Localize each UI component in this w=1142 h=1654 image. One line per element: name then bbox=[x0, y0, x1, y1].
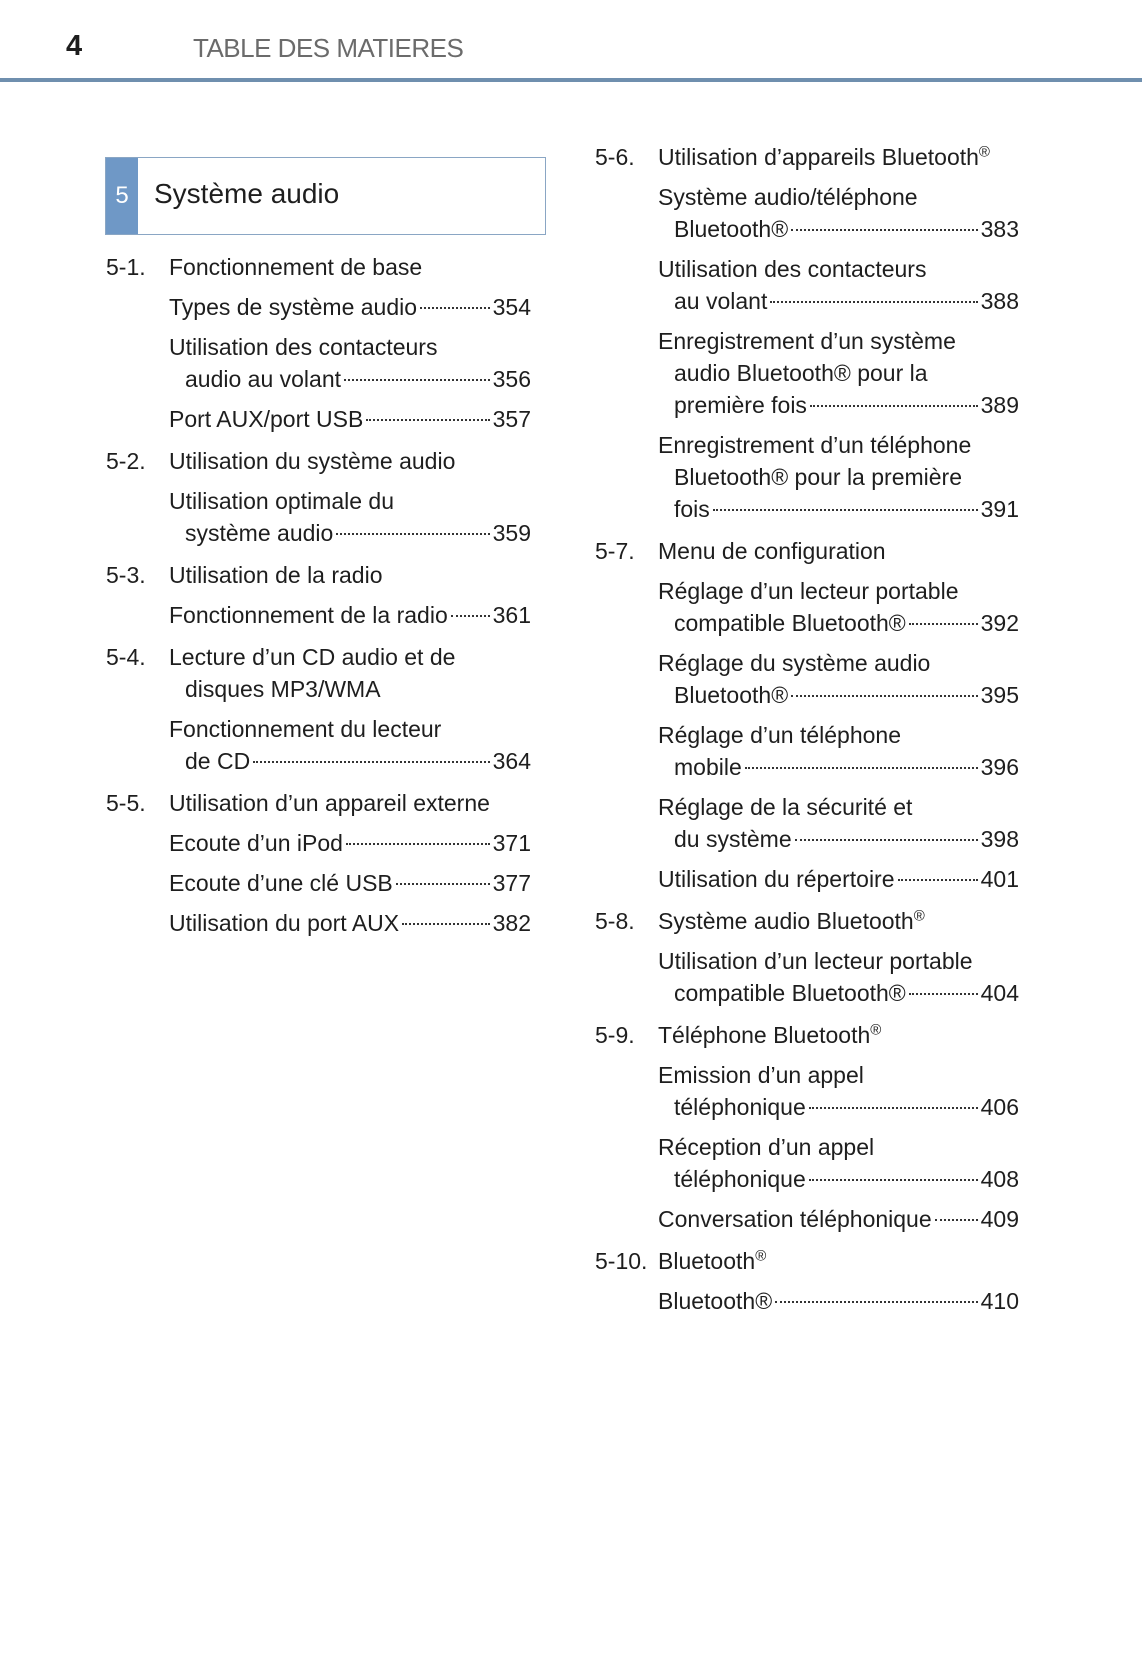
section-title bbox=[658, 1019, 1019, 1051]
section-title-line: Utilisation d’appareils Bluetooth® bbox=[658, 143, 990, 170]
toc-entry[interactable] bbox=[658, 429, 1019, 525]
dot-leader bbox=[935, 1219, 978, 1221]
section-heading[interactable] bbox=[106, 445, 531, 477]
entry-text: compatible Bluetooth® bbox=[674, 610, 906, 636]
right-column bbox=[595, 141, 1019, 1317]
entry-text: au volant bbox=[674, 288, 768, 314]
entry-line bbox=[169, 291, 531, 323]
toc-entry[interactable] bbox=[658, 1131, 1019, 1195]
entry-line bbox=[658, 181, 1019, 213]
entry-text: Réglage d’un téléphone bbox=[658, 722, 901, 748]
entry-text: Réglage de la sécurité et bbox=[658, 794, 913, 820]
entry-line bbox=[658, 647, 1019, 679]
entry-line bbox=[169, 867, 531, 899]
section-title bbox=[658, 905, 1019, 937]
section-title-line: Lecture d’un CD audio et de bbox=[169, 644, 456, 670]
section-heading[interactable] bbox=[595, 1019, 1019, 1051]
entry-text: téléphonique bbox=[674, 1094, 806, 1120]
entry-text: Fonctionnement de la radio bbox=[169, 602, 448, 628]
entry-text: Conversation téléphonique bbox=[658, 1206, 932, 1232]
page-ref[interactable]: 359 bbox=[492, 520, 531, 546]
page-ref[interactable]: 404 bbox=[980, 980, 1019, 1006]
entry-line bbox=[658, 1203, 1019, 1235]
page-ref[interactable]: 391 bbox=[980, 496, 1019, 522]
entry-text: Réglage du système audio bbox=[658, 650, 931, 676]
entry-text: Utilisation d’un lecteur portable bbox=[658, 948, 973, 974]
page-ref[interactable]: 377 bbox=[492, 870, 531, 896]
toc-entry[interactable] bbox=[169, 713, 531, 777]
entry-line bbox=[658, 751, 1019, 783]
section-title bbox=[169, 559, 531, 591]
section-number: 5-5. bbox=[106, 790, 146, 816]
entry-line bbox=[658, 1131, 1019, 1163]
chapter-box bbox=[105, 157, 546, 235]
dot-leader bbox=[420, 307, 490, 309]
section-number: 5-7. bbox=[595, 538, 635, 564]
section-heading[interactable] bbox=[106, 641, 531, 705]
entry-text: Réception d’un appel bbox=[658, 1134, 875, 1160]
dot-leader bbox=[791, 229, 977, 231]
toc-entry[interactable] bbox=[169, 599, 531, 631]
toc-entry[interactable] bbox=[169, 331, 531, 395]
entry-line bbox=[658, 1163, 1019, 1195]
entry-line bbox=[169, 517, 531, 549]
entry-line bbox=[658, 1059, 1019, 1091]
entry-text: audio Bluetooth® pour la bbox=[674, 360, 928, 386]
entry-text: Utilisation des contacteurs bbox=[658, 256, 927, 282]
toc-entry[interactable] bbox=[169, 403, 531, 435]
entry-line bbox=[658, 429, 1019, 461]
page-ref[interactable]: 354 bbox=[492, 294, 531, 320]
entry-text: Types de système audio bbox=[169, 294, 418, 320]
page-header-title: TABLE DES MATIERES bbox=[193, 33, 464, 63]
page-ref[interactable]: 364 bbox=[492, 748, 531, 774]
entry-text: première fois bbox=[674, 392, 807, 418]
section-heading[interactable] bbox=[595, 535, 1019, 567]
section-title bbox=[658, 535, 1019, 567]
dot-leader bbox=[898, 879, 978, 881]
page-ref[interactable]: 392 bbox=[980, 610, 1019, 636]
entry-text: Enregistrement d’un système bbox=[658, 328, 956, 354]
page-ref[interactable]: 388 bbox=[980, 288, 1019, 314]
entry-line bbox=[658, 253, 1019, 285]
entry-line bbox=[658, 285, 1019, 317]
entry-line bbox=[169, 907, 531, 939]
entry-text: compatible Bluetooth® bbox=[674, 980, 906, 1006]
toc-entry[interactable] bbox=[658, 575, 1019, 639]
entry-text: Ecoute d’une clé USB bbox=[169, 870, 393, 896]
section-title bbox=[658, 1245, 1019, 1277]
entry-text: Bluetooth® pour la première bbox=[674, 464, 962, 490]
page-ref[interactable]: 410 bbox=[980, 1288, 1019, 1314]
entry-line bbox=[169, 713, 531, 745]
toc-entry[interactable] bbox=[658, 647, 1019, 711]
entry-line bbox=[658, 823, 1019, 855]
section-number: 5-4. bbox=[106, 644, 146, 670]
entry-text: Bluetooth® bbox=[674, 216, 789, 242]
section-heading[interactable] bbox=[595, 1245, 1019, 1277]
toc-entry[interactable] bbox=[658, 791, 1019, 855]
toc-entry[interactable] bbox=[658, 181, 1019, 245]
dot-leader bbox=[791, 695, 977, 697]
section-title-line: Téléphone Bluetooth® bbox=[658, 1021, 882, 1048]
toc-entry[interactable] bbox=[169, 827, 531, 859]
entry-line bbox=[658, 461, 1019, 493]
entry-text: mobile bbox=[674, 754, 742, 780]
entry-text: Enregistrement d’un téléphone bbox=[658, 432, 972, 458]
entry-line bbox=[658, 791, 1019, 823]
toc-entry[interactable] bbox=[169, 907, 531, 939]
toc-entry[interactable] bbox=[658, 1203, 1019, 1235]
page-ref[interactable]: 395 bbox=[980, 682, 1019, 708]
page-ref[interactable]: 409 bbox=[980, 1206, 1019, 1232]
entry-line bbox=[658, 325, 1019, 357]
section-heading[interactable] bbox=[106, 559, 531, 591]
page-ref[interactable]: 371 bbox=[492, 830, 531, 856]
dot-leader bbox=[366, 419, 489, 421]
toc-entry[interactable] bbox=[658, 253, 1019, 317]
dot-leader bbox=[402, 923, 490, 925]
dot-leader bbox=[346, 843, 490, 845]
section-title-line: Utilisation d’un appareil externe bbox=[169, 790, 490, 816]
section-title-line: Système audio Bluetooth® bbox=[658, 907, 925, 934]
entry-text: fois bbox=[674, 496, 710, 522]
entry-text: Fonctionnement du lecteur bbox=[169, 716, 442, 742]
dot-leader bbox=[713, 509, 978, 511]
dot-leader bbox=[809, 1107, 978, 1109]
entry-line bbox=[658, 607, 1019, 639]
entry-line bbox=[169, 745, 531, 777]
toc-entry[interactable] bbox=[658, 1285, 1019, 1317]
header-divider bbox=[0, 78, 1142, 82]
entry-line bbox=[658, 1285, 1019, 1317]
dot-leader bbox=[795, 839, 978, 841]
page-ref[interactable]: 406 bbox=[980, 1094, 1019, 1120]
dot-leader bbox=[396, 883, 490, 885]
dot-leader bbox=[336, 533, 489, 535]
entry-line bbox=[169, 599, 531, 631]
entry-line bbox=[658, 945, 1019, 977]
section-number: 5-6. bbox=[595, 144, 635, 170]
dot-leader bbox=[745, 767, 978, 769]
section-title-line: Utilisation de la radio bbox=[169, 562, 383, 588]
page-ref[interactable]: 401 bbox=[980, 866, 1019, 892]
dot-leader bbox=[253, 761, 489, 763]
entry-line bbox=[658, 357, 1019, 389]
page-ref[interactable]: 398 bbox=[980, 826, 1019, 852]
entry-text: de CD bbox=[185, 748, 251, 774]
page-ref[interactable]: 389 bbox=[980, 392, 1019, 418]
section-title bbox=[169, 251, 531, 283]
entry-text: Utilisation du port AUX bbox=[169, 910, 400, 936]
entry-text: du système bbox=[674, 826, 792, 852]
section-title bbox=[658, 141, 1019, 173]
section-title bbox=[169, 445, 531, 477]
entry-text: Utilisation optimale du bbox=[169, 488, 395, 514]
toc-entry[interactable] bbox=[169, 291, 531, 323]
toc-entry[interactable] bbox=[658, 325, 1019, 421]
entry-text: Utilisation du répertoire bbox=[658, 866, 895, 892]
section-number: 5-3. bbox=[106, 562, 146, 588]
page-ref[interactable]: 396 bbox=[980, 754, 1019, 780]
chapter-title: Système audio bbox=[154, 178, 340, 209]
toc-entry[interactable] bbox=[658, 945, 1019, 1009]
entry-line bbox=[658, 213, 1019, 245]
entry-line bbox=[658, 1091, 1019, 1123]
section-title bbox=[169, 641, 531, 705]
entry-line bbox=[658, 575, 1019, 607]
page-ref[interactable]: 408 bbox=[980, 1166, 1019, 1192]
toc-entry[interactable] bbox=[169, 867, 531, 899]
entry-text: Emission d’un appel bbox=[658, 1062, 864, 1088]
entry-line bbox=[658, 719, 1019, 751]
entry-line bbox=[169, 331, 531, 363]
chapter-number: 5 bbox=[106, 158, 138, 234]
entry-text: Bluetooth® bbox=[658, 1288, 773, 1314]
section-title-line: Menu de configuration bbox=[658, 538, 886, 564]
section-number: 5-9. bbox=[595, 1022, 635, 1048]
page-ref[interactable]: 382 bbox=[492, 910, 531, 936]
section-heading[interactable] bbox=[595, 141, 1019, 173]
entry-text: audio au volant bbox=[185, 366, 342, 392]
page-number: 4 bbox=[66, 30, 83, 62]
dot-leader bbox=[344, 379, 490, 381]
section-number: 5-10. bbox=[595, 1248, 648, 1274]
toc-entry[interactable] bbox=[658, 863, 1019, 895]
entry-text: Ecoute d’un iPod bbox=[169, 830, 343, 856]
section-number: 5-2. bbox=[106, 448, 146, 474]
section-title-line: Utilisation du système audio bbox=[169, 448, 456, 474]
page-ref[interactable]: 383 bbox=[980, 216, 1019, 242]
entry-text: Utilisation des contacteurs bbox=[169, 334, 438, 360]
dot-leader bbox=[770, 301, 977, 303]
section-title-line: Fonctionnement de base bbox=[169, 254, 423, 280]
entry-line bbox=[658, 389, 1019, 421]
entry-line bbox=[658, 679, 1019, 711]
section-number: 5-1. bbox=[106, 254, 146, 280]
entry-text: Port AUX/port USB bbox=[169, 406, 364, 432]
entry-line bbox=[169, 403, 531, 435]
page-ref[interactable]: 361 bbox=[492, 602, 531, 628]
page-ref[interactable]: 357 bbox=[492, 406, 531, 432]
entry-line bbox=[658, 493, 1019, 525]
dot-leader bbox=[909, 623, 978, 625]
section-heading[interactable] bbox=[595, 905, 1019, 937]
section-heading[interactable] bbox=[106, 787, 531, 819]
section-title-line: disques MP3/WMA bbox=[185, 676, 381, 702]
entry-text: système audio bbox=[185, 520, 334, 546]
section-number: 5-8. bbox=[595, 908, 635, 934]
toc-entry[interactable] bbox=[658, 1059, 1019, 1123]
entry-line bbox=[658, 977, 1019, 1009]
left-column bbox=[106, 251, 531, 939]
entry-text: Bluetooth® bbox=[674, 682, 789, 708]
dot-leader bbox=[809, 1179, 978, 1181]
entry-text: téléphonique bbox=[674, 1166, 806, 1192]
dot-leader bbox=[909, 993, 978, 995]
section-title-line: Bluetooth® bbox=[658, 1247, 767, 1274]
entry-line bbox=[169, 363, 531, 395]
entry-line bbox=[169, 827, 531, 859]
entry-text: Système audio/téléphone bbox=[658, 184, 918, 210]
dot-leader bbox=[810, 405, 978, 407]
section-heading[interactable] bbox=[106, 251, 531, 283]
dot-leader bbox=[451, 615, 490, 617]
toc-entry[interactable] bbox=[658, 719, 1019, 783]
section-title bbox=[169, 787, 531, 819]
entry-line bbox=[169, 485, 531, 517]
entry-text: Réglage d’un lecteur portable bbox=[658, 578, 959, 604]
entry-line bbox=[658, 863, 1019, 895]
page-ref[interactable]: 356 bbox=[492, 366, 531, 392]
toc-entry[interactable] bbox=[169, 485, 531, 549]
dot-leader bbox=[775, 1301, 977, 1303]
